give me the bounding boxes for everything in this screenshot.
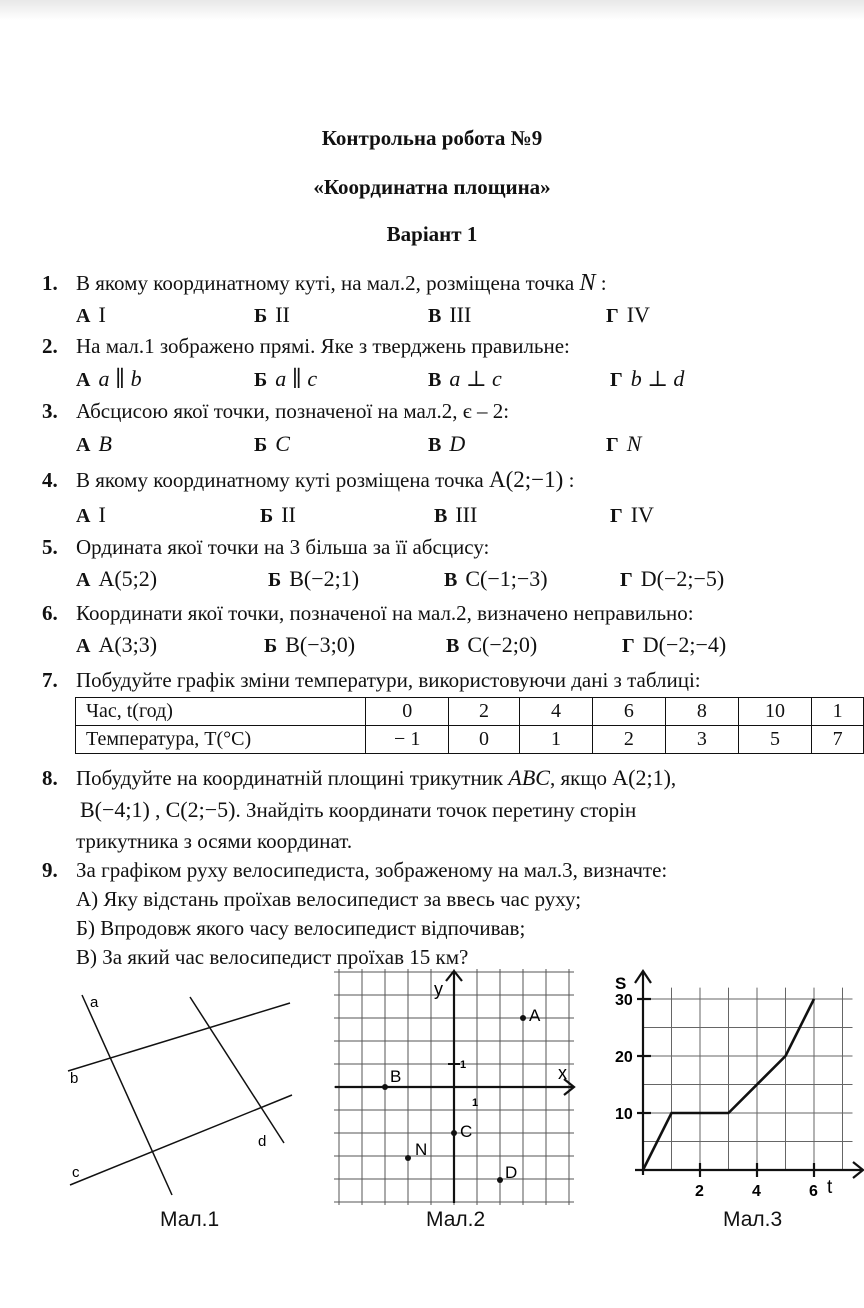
table-cell: Час, t(год) (76, 698, 366, 726)
question-2: 2. На мал.1 зображено прямі. Яке з тверджень правильне: (42, 334, 570, 358)
table-row (76, 726, 864, 754)
question-9-sub-a: А) Яку відстань проїхав велосипедист за ввесь час руху; (76, 887, 582, 911)
q6-option-a: А A(3;3) (76, 632, 158, 657)
q6-option-b: Б B(−3;0) (264, 632, 356, 657)
question-1: 1. В якому координатному куті, на мал.2, розміщена точка N : (42, 270, 607, 296)
point-n (405, 1155, 411, 1161)
q5-option-a: А A(5;2) (76, 566, 158, 591)
s-axis-label: S (615, 974, 627, 993)
figure-mal1-lines (50, 985, 310, 1205)
chart-ticks (615, 992, 818, 1200)
table-cell: 6 (592, 698, 665, 726)
y-tick-label: 20 (615, 1049, 633, 1066)
q6-option-v: В C(−2;0) (446, 632, 538, 657)
line-a (82, 995, 172, 1195)
point-b-label: B (390, 1067, 402, 1086)
q4-option-v: В III (434, 502, 478, 527)
table-cell: 1 (520, 726, 593, 754)
point-a (520, 1015, 526, 1021)
q1-option-v: В III (428, 302, 472, 327)
label-b: b (70, 1070, 79, 1087)
q4-option-b: Б II (260, 502, 296, 527)
q5-option-v: В C(−1;−3) (444, 566, 548, 591)
temperature-table (75, 697, 864, 754)
tick-y1-label: 1 (460, 1059, 467, 1071)
y-tick-label: 30 (615, 992, 633, 1009)
table-cell: 0 (448, 726, 519, 754)
question-8-line3: трикутника з осями координат. (76, 829, 353, 853)
point-c-label: C (460, 1122, 473, 1141)
q5-option-b: Б B(−2;1) (268, 566, 360, 591)
table-cell: 2 (448, 698, 519, 726)
variant-title: Варіант 1 (386, 222, 478, 246)
chart-grid (643, 988, 853, 1170)
table-cell: 3 (665, 726, 738, 754)
table-cell: 7 (812, 726, 864, 754)
q2-option-a: А a ∥ b (76, 366, 142, 391)
point-b (382, 1084, 388, 1090)
q2-option-b: Б a ∥ c (254, 366, 318, 391)
label-d: d (258, 1133, 267, 1150)
caption-mal3: Мал.3 (723, 1208, 783, 1231)
table-cell: 0 (366, 698, 449, 726)
q6-option-g: Г D(−2;−4) (622, 632, 727, 657)
question-7: 7. Побудуйте графік зміни температури, використовуючи дані з таблиці: (42, 668, 701, 692)
y-tick-label: 10 (615, 1106, 633, 1123)
tick-x1-label: 1 (472, 1097, 479, 1109)
q3-option-b: Б C (254, 431, 290, 456)
q3-option-v: В D (428, 431, 466, 456)
question-8-line2: B(−4;1) , C(2;−5). Знайдіть координати точок перетину сторін (80, 797, 637, 822)
q2-option-g: Г b ⊥ d (610, 366, 685, 391)
caption-mal2: Мал.2 (426, 1208, 486, 1231)
q1-option-g: Г IV (606, 302, 650, 327)
question-5: 5. Ордината якої точки на 3 більша за її абсцису: (42, 535, 490, 559)
figure-mal3-chart (605, 965, 864, 1205)
y-axis-label: y (434, 979, 443, 999)
q3-option-a: А B (76, 431, 112, 456)
q3-option-g: Г N (606, 431, 642, 456)
q2-option-v: В a ⊥ c (428, 366, 502, 391)
page-title: Контрольна робота №9 (321, 126, 543, 150)
point-n-label: N (415, 1140, 428, 1159)
x-tick-label: 6 (809, 1183, 818, 1200)
x-axis-label: x (558, 1063, 567, 1083)
point-d-label: D (505, 1163, 518, 1182)
table-cell: 2 (592, 726, 665, 754)
table-cell: 5 (738, 726, 811, 754)
page-subtitle: «Координатна площина» (313, 175, 551, 199)
x-tick-label: 2 (695, 1183, 704, 1200)
table-cell: 1 (812, 698, 864, 726)
figure-mal2-grid (330, 965, 580, 1210)
q4-option-a: А I (76, 502, 106, 527)
point-a-label: A (529, 1006, 541, 1025)
caption-mal1: Мал.1 (160, 1208, 220, 1231)
table-cell: Температура, T(°C) (76, 726, 366, 754)
question-9: 9. За графіком руху велосипедиста, зображеному на мал.3, визначте: (42, 858, 668, 882)
label-a: a (90, 994, 99, 1011)
question-6: 6. Координати якої точки, позначеної на мал.2, визначено неправильно: (42, 601, 694, 625)
label-c: c (72, 1164, 80, 1181)
top-shadow-bar (0, 0, 864, 20)
q4-option-g: Г IV (610, 502, 654, 527)
q1-option-b: Б II (254, 302, 290, 327)
table-row (76, 698, 864, 726)
question-3: 3. Абсцисою якої точки, позначеної на мал.2, є – 2: (42, 399, 510, 423)
question-8: 8. Побудуйте на координатній площині трикутник ABC, якщо A(2;1), (42, 765, 677, 790)
question-9-sub-b: Б) Впродовж якого часу велосипедист відпочивав; (76, 916, 526, 940)
table-cell: 8 (665, 698, 738, 726)
question-9-sub-v: В) За який час велосипедист проїхав 15 км? (76, 945, 469, 969)
point-d (497, 1177, 503, 1183)
point-c (451, 1130, 457, 1136)
table-cell: 10 (738, 698, 811, 726)
x-tick-label: 4 (752, 1183, 761, 1200)
table-cell: 4 (520, 698, 593, 726)
t-axis-label: t (827, 1177, 833, 1198)
q1-option-a: А I (76, 302, 106, 327)
table-cell: − 1 (366, 726, 449, 754)
question-4: 4. В якому координатному куті розміщена точка A(2;−1) : (42, 467, 575, 492)
q5-option-g: Г D(−2;−5) (620, 566, 725, 591)
